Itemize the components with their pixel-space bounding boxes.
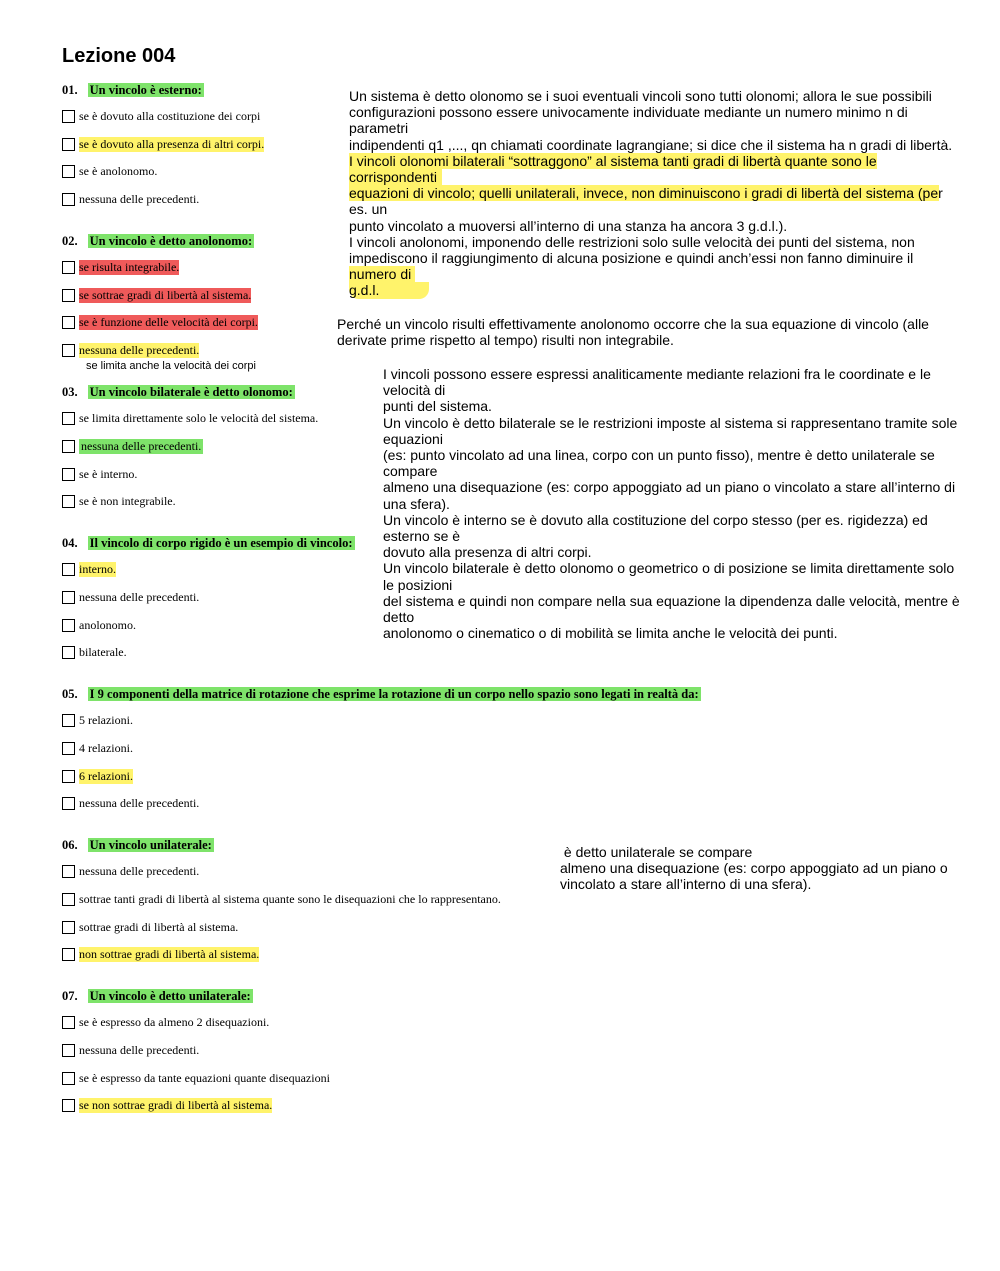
question-05-heading bbox=[62, 687, 701, 702]
page-title: Lezione 004 bbox=[62, 45, 176, 67]
question-number: 03. bbox=[62, 385, 78, 399]
option-label: se sottrae gradi di libertà al sistema. bbox=[79, 288, 252, 302]
checkbox[interactable] bbox=[62, 1016, 75, 1029]
question-text: Un vincolo è detto anolonomo: bbox=[89, 234, 253, 248]
answer-option[interactable] bbox=[62, 590, 199, 605]
note-line: una sfera). bbox=[383, 495, 450, 512]
checkbox[interactable] bbox=[62, 646, 75, 659]
option-label: se è non integrabile. bbox=[79, 494, 176, 508]
checkbox[interactable] bbox=[62, 948, 75, 961]
note-line: numero di bbox=[349, 266, 415, 282]
question-number: 05. bbox=[62, 687, 78, 701]
note-line: indipendenti q1 ,..., qn chiamati coordinate lagrangiane; si dice che il sistema ha n gradi di libertà. bbox=[349, 136, 953, 153]
answer-option[interactable] bbox=[62, 288, 251, 303]
note-line: I vincoli possono essere espressi analiticamente mediante relazioni fra le coordinate e le bbox=[383, 366, 931, 382]
checkbox[interactable] bbox=[62, 563, 75, 576]
option-label: interno. bbox=[79, 562, 116, 576]
note-line: configurazioni possono essere univocamente individuate mediante un numero minimo n di bbox=[349, 104, 908, 121]
handwritten-note: se limita anche la velocità dei corpi bbox=[86, 360, 256, 372]
answer-option[interactable] bbox=[62, 315, 258, 330]
answer-option[interactable] bbox=[62, 164, 157, 179]
note-line: Un sistema è detto olonomo se i suoi eventuali vincoli sono tutti olonomi; allora le sue possibili bbox=[349, 88, 932, 104]
checkbox[interactable] bbox=[62, 412, 75, 425]
question-06-heading bbox=[62, 838, 214, 853]
checkbox[interactable] bbox=[62, 468, 75, 481]
checkbox[interactable] bbox=[62, 714, 75, 727]
answer-option[interactable] bbox=[62, 1043, 199, 1058]
checkbox[interactable] bbox=[62, 1099, 75, 1112]
checkbox[interactable] bbox=[62, 110, 75, 123]
checkbox[interactable] bbox=[62, 742, 75, 755]
note-anolonomo bbox=[337, 316, 929, 348]
note-line: punto vincolato a muoversi all’interno di una stanza ha ancora 3 g.d.l.). bbox=[349, 217, 788, 234]
answer-option[interactable] bbox=[62, 260, 179, 275]
option-label: se è espresso da almeno 2 disequazioni. bbox=[79, 1015, 270, 1029]
question-text: Un vincolo è esterno: bbox=[89, 83, 202, 97]
checkbox[interactable] bbox=[62, 797, 75, 810]
note-unilaterale bbox=[560, 844, 948, 893]
option-label: se è espresso da tante equazioni quante disequazioni bbox=[79, 1071, 330, 1085]
answer-option[interactable] bbox=[62, 411, 318, 426]
note-line: derivate prime rispetto al tempo) risulti non integrabile. bbox=[337, 332, 674, 349]
checkbox[interactable] bbox=[62, 865, 75, 878]
answer-option[interactable] bbox=[62, 947, 259, 962]
note-line: (es: punto vincolato ad una linea, corpo con un punto fisso), mentre è detto unilaterale se bbox=[383, 447, 935, 464]
checkbox[interactable] bbox=[62, 893, 75, 906]
checkbox[interactable] bbox=[62, 261, 75, 274]
answer-option[interactable] bbox=[62, 1015, 269, 1030]
option-label: se risulta integrabile. bbox=[79, 260, 180, 274]
answer-option[interactable] bbox=[62, 741, 133, 756]
option-label: se è interno. bbox=[79, 467, 138, 481]
note-line: del sistema e quindi non compare nella sua equazione la dipendenza dalle velocità, mentre è bbox=[383, 592, 960, 609]
option-label: nessuna delle precedenti. bbox=[79, 796, 200, 810]
option-label: 6 relazioni. bbox=[79, 769, 133, 783]
note-line: almeno una disequazione (es: corpo appoggiato ad un piano o bbox=[560, 860, 948, 877]
option-label: anolonomo. bbox=[79, 618, 136, 632]
option-label: nessuna delle precedenti. bbox=[79, 192, 200, 206]
checkbox[interactable] bbox=[62, 138, 75, 151]
answer-option[interactable] bbox=[62, 920, 238, 935]
answer-option[interactable] bbox=[62, 864, 199, 879]
option-label: nessuna delle precedenti. bbox=[79, 864, 200, 878]
answer-option[interactable] bbox=[62, 713, 133, 728]
question-text: I 9 componenti della matrice di rotazione che esprime la rotazione di un corpo nello spazio sono legati in realtà da: bbox=[89, 687, 699, 701]
note-olonomo bbox=[349, 88, 952, 299]
note-line: I vincoli olonomi bilaterali “sottraggono” al sistema tanti gradi di libertà quante sono le bbox=[349, 152, 877, 169]
checkbox[interactable] bbox=[62, 1072, 75, 1085]
option-label: nessuna delle precedenti. bbox=[81, 439, 202, 453]
question-number: 04. bbox=[62, 536, 78, 550]
note-line: parametri bbox=[349, 120, 409, 137]
checkbox[interactable] bbox=[62, 165, 75, 178]
option-label: nessuna delle precedenti. bbox=[79, 343, 200, 357]
note-line: detto bbox=[383, 609, 415, 626]
answer-option[interactable] bbox=[62, 769, 133, 784]
note-line: impediscono il raggiungimento di alcuna posizione e quindi anch’essi non fanno diminuire il bbox=[349, 250, 914, 267]
checkbox[interactable] bbox=[62, 921, 75, 934]
checkbox[interactable] bbox=[62, 289, 75, 302]
checkbox[interactable] bbox=[62, 770, 75, 783]
note-line: almeno una disequazione (es: corpo appoggiato ad un piano o vincolato a stare all’interno di bbox=[383, 479, 956, 496]
question-number: 01. bbox=[62, 83, 78, 97]
checkbox[interactable] bbox=[62, 440, 75, 453]
note-bilaterale bbox=[383, 366, 960, 641]
note-line: compare bbox=[383, 463, 438, 480]
option-label: nessuna delle precedenti. bbox=[79, 590, 200, 604]
note-line: g.d.l. bbox=[349, 282, 429, 298]
note-line: dovuto alla presenza di altri corpi. bbox=[383, 544, 592, 561]
answer-option[interactable] bbox=[62, 645, 127, 660]
question-02-heading bbox=[62, 234, 254, 249]
checkbox[interactable] bbox=[62, 619, 75, 632]
note-line: Un vincolo è detto bilaterale se le restrizioni imposte al sistema si rappresentano tramite sole bbox=[383, 414, 958, 431]
answer-option[interactable] bbox=[62, 796, 199, 811]
checkbox[interactable] bbox=[62, 1044, 75, 1057]
option-label: nessuna delle precedenti. bbox=[79, 1043, 200, 1057]
option-label: se è dovuto alla costituzione dei corpi bbox=[79, 109, 261, 123]
note-line: equazioni bbox=[383, 430, 443, 447]
note-line: corrispondenti bbox=[349, 169, 442, 185]
note-line: Perché un vincolo risulti effettivamente anolonomo occorre che la sua equazione di vincolo (alle bbox=[337, 316, 929, 332]
note-line: equazioni di vincolo; quelli unilaterali, invece, non diminuiscono i gradi di libertà del sistema (per bbox=[349, 185, 943, 202]
answer-option[interactable] bbox=[62, 1071, 330, 1086]
option-label: 5 relazioni. bbox=[79, 713, 133, 727]
question-number: 07. bbox=[62, 989, 78, 1003]
note-line: vincolato a stare all’interno di una sfera). bbox=[560, 876, 812, 893]
option-label: se limita direttamente solo le velocità del sistema. bbox=[79, 411, 319, 425]
option-label: sottrae gradi di libertà al sistema. bbox=[79, 920, 239, 934]
answer-option[interactable] bbox=[62, 892, 501, 907]
checkbox[interactable] bbox=[62, 193, 75, 206]
option-label: sottrae tanti gradi di libertà al sistema quante sono le disequazioni che lo rappresentano. bbox=[79, 892, 501, 906]
answer-option[interactable] bbox=[62, 439, 203, 454]
question-number: 06. bbox=[62, 838, 78, 852]
note-line: le posizioni bbox=[383, 576, 453, 593]
question-01-heading bbox=[62, 83, 204, 98]
answer-option[interactable] bbox=[62, 618, 136, 633]
option-label: non sottrae gradi di libertà al sistema. bbox=[79, 947, 260, 961]
answer-option[interactable] bbox=[62, 494, 176, 509]
note-line: Un vincolo bilaterale è detto olonomo o geometrico o di posizione se limita direttamente solo bbox=[383, 560, 955, 577]
note-line: punti del sistema. bbox=[383, 398, 492, 415]
answer-option[interactable] bbox=[62, 137, 264, 152]
question-03-heading bbox=[62, 385, 295, 400]
answer-option[interactable] bbox=[62, 109, 260, 124]
note-line: es. un bbox=[349, 201, 388, 218]
question-text: Un vincolo bilaterale è detto olonomo: bbox=[89, 385, 293, 399]
option-label: se è dovuto alla presenza di altri corpi. bbox=[79, 137, 265, 151]
question-text: Un vincolo è detto unilaterale: bbox=[89, 989, 251, 1003]
option-label: 4 relazioni. bbox=[79, 741, 133, 755]
option-label: bilaterale. bbox=[79, 645, 127, 659]
answer-option[interactable] bbox=[62, 343, 199, 358]
checkbox[interactable] bbox=[62, 316, 75, 329]
answer-option[interactable] bbox=[62, 192, 199, 207]
question-number: 02. bbox=[62, 234, 78, 248]
answer-option[interactable] bbox=[62, 562, 116, 577]
answer-option[interactable] bbox=[62, 1098, 272, 1113]
checkbox[interactable] bbox=[62, 591, 75, 604]
note-line: esterno se è bbox=[383, 528, 461, 545]
question-07-heading bbox=[62, 989, 253, 1004]
note-line: anolonomo o cinematico o di mobilità se limita anche le velocità dei punti. bbox=[383, 625, 838, 642]
answer-option[interactable] bbox=[62, 467, 137, 482]
note-line: I vincoli anolonomi, imponendo delle restrizioni solo sulle velocità dei punti del sistema, non bbox=[349, 233, 915, 250]
question-text: Il vincolo di corpo rigido è un esempio di vincolo: bbox=[89, 536, 353, 550]
note-line: Un vincolo è interno se è dovuto alla costituzione del corpo stesso (per es. rigidezza) ed bbox=[383, 511, 928, 528]
option-label: se non sottrae gradi di libertà al sistema. bbox=[79, 1098, 273, 1112]
note-line: è detto unilaterale se compare bbox=[560, 844, 753, 860]
option-label: se è funzione delle velocità dei corpi. bbox=[79, 315, 258, 329]
option-label: se è anolonomo. bbox=[79, 164, 158, 178]
question-04-heading bbox=[62, 536, 355, 551]
note-line: velocità di bbox=[383, 382, 446, 399]
checkbox[interactable] bbox=[62, 344, 75, 357]
question-text: Un vincolo unilaterale: bbox=[89, 838, 212, 852]
checkbox[interactable] bbox=[62, 495, 75, 508]
